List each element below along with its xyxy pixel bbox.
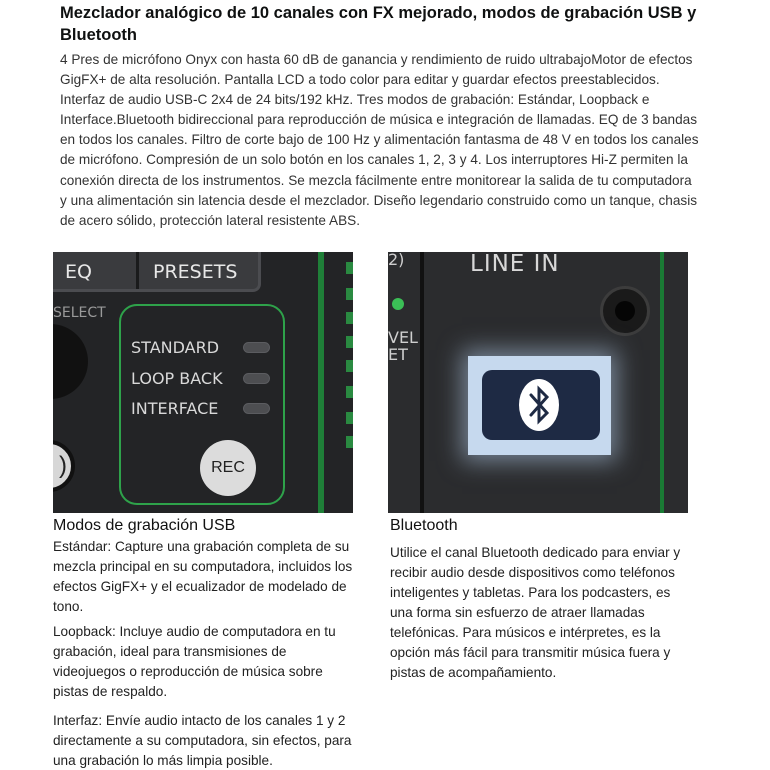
line-in-label: LINE IN <box>470 252 560 277</box>
meter-segment <box>346 312 353 324</box>
tab-divider <box>136 252 139 289</box>
green-rail-right <box>660 252 664 513</box>
bluetooth-image <box>388 252 688 513</box>
bluetooth-title: Bluetooth <box>390 517 458 534</box>
bluetooth-icon <box>519 379 559 431</box>
lcd-tab-bar <box>53 252 261 292</box>
panel-edge <box>420 252 424 513</box>
product-title: Mezclador analógico de 10 canales con FX mejorado, modos de grabación USB y Bluetooth <box>60 4 697 44</box>
bluetooth-display <box>482 370 600 440</box>
bluetooth-button <box>468 356 611 455</box>
green-rail <box>318 252 324 513</box>
partial-label: 2) <box>388 252 405 269</box>
green-indicator <box>392 298 404 310</box>
tab-presets: PRESETS <box>153 261 238 283</box>
meter-segment <box>346 336 353 348</box>
rec-button: REC <box>200 440 256 496</box>
usb-modes-title: Modos de grabación USB <box>53 517 236 534</box>
recording-modes-image <box>53 252 353 513</box>
meter-segment <box>346 360 353 372</box>
mode-loopback-label: LOOP BACK <box>131 369 223 388</box>
level-label: VEL <box>388 328 418 347</box>
meter-segment <box>346 386 353 398</box>
mode-interface-led <box>243 403 270 414</box>
product-description: 4 Pres de micrófono Onyx con hasta 60 dB de ganancia y rendimiento de ruido ultrabajoMotor de efectos GigFX+ de alta resolución. Pantalla LCD a todo color para editar y guardar efectos preestablecidos. Interfaz de audio USB-C 2x4 de 24 bits/192 kHz. Tres modos de grabación: Estándar, Loopback e Interface.Bluetooth bidireccional para reproducción de música e integración de llamadas. EQ de 3 bandas en todos los canales. Filtro de corte bajo de 100 Hz y alimentación fantasma de 48 V en todos los canales de micrófono. Compresión de un solo botón en los canales 1, 2, 3 y 4. Los interruptores Hi-Z permiten la conexión directa de los instrumentos. Se mezcla fácilmente entre monitorear la salida de tu computadora y una alimentación sin latencia desde el mezclador. Diseño legendario construido como un tanque, chasis de acero sólido, protección lateral resistente ABS. <box>60 52 699 228</box>
set-label: ET <box>388 345 408 364</box>
select-label: SELECT <box>53 305 106 321</box>
select-knob <box>53 324 88 399</box>
standard-mode-text: Estándar: Capture una grabación completa de su mezcla principal en su computadora, incluidos los efectos GigFX+ y el ecualizador de modelado de tono. <box>53 539 353 614</box>
meter-segment <box>346 262 353 274</box>
meter-segment <box>346 288 353 300</box>
partial-button: ) <box>53 440 75 492</box>
mode-loopback-led <box>243 373 270 384</box>
meter-segment <box>346 412 353 424</box>
loopback-mode-text: Loopback: Incluye audio de computadora en tu grabación, ideal para transmisiones de videojuegos o reproducción de música sobre pistas de respaldo. <box>53 624 336 699</box>
line-in-jack <box>600 286 650 336</box>
mode-interface-label: INTERFACE <box>131 399 219 418</box>
bluetooth-text: Utilice el canal Bluetooth dedicado para enviar y recibir audio desde dispositivos como teléfonos inteligentes y tabletas. Para los podcasters, es una forma sin esfuerzo de atraer llamadas telefónicas. Para músicos e intérpretes, es la opción más fácil para transmitir música fuera y pistas de acompañamiento. <box>390 545 681 680</box>
tab-eq: EQ <box>65 261 92 283</box>
interface-mode-text: Interfaz: Envíe audio intacto de los canales 1 y 2 directamente a su computadora, sin efectos, para una grabación lo más limpia posible. <box>53 713 352 768</box>
mode-standard-led <box>243 342 270 353</box>
mode-standard-label: STANDARD <box>131 338 220 357</box>
meter-segment <box>346 436 353 448</box>
